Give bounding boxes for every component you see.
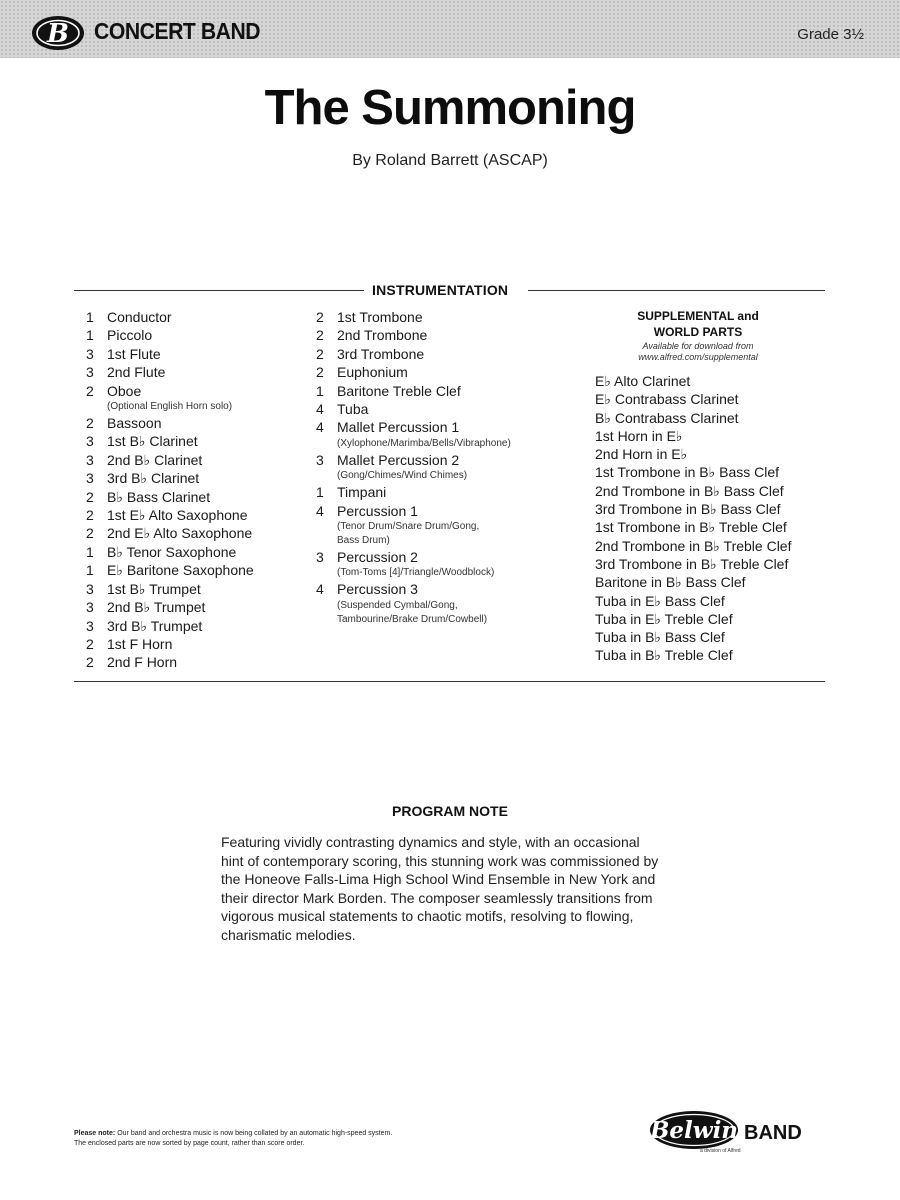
- composer-credit: By Roland Barrett (ASCAP): [352, 152, 548, 169]
- instrument-row: [86, 617, 306, 635]
- supplemental-item: Tuba in E♭ Treble Clef: [595, 610, 733, 627]
- supplemental-heading-line: WORLD PARTS: [653, 325, 743, 339]
- instrument-row: [316, 502, 566, 520]
- program-note-line: hint of contemporary scoring, this stunning work was commissioned by: [221, 852, 659, 869]
- supplemental-item: E♭ Alto Clarinet: [595, 373, 691, 389]
- supplemental-item: 2nd Trombone in B♭ Treble Clef: [595, 537, 792, 554]
- instrument-qty: 4: [316, 419, 324, 436]
- publisher-brand: Belwin: [649, 1117, 739, 1144]
- instrument-name: Piccolo: [107, 327, 153, 344]
- instrument-note: (Optional English Horn solo): [107, 401, 233, 413]
- instrument-name: Percussion 1: [337, 502, 418, 519]
- instrument-name: 1st B♭ Trumpet: [107, 580, 201, 597]
- supplemental-list: [595, 372, 810, 665]
- instrument-qty: 3: [86, 433, 94, 450]
- instrument-name: E♭ Baritone Saxophone: [107, 562, 254, 579]
- instrumentation-bottom-rule: [74, 681, 825, 682]
- program-note-line: Featuring vividly contrasting dynamics and style, with an occasional: [221, 834, 640, 850]
- instrument-name: Percussion 2: [337, 549, 418, 566]
- instrument-qty: 2: [316, 309, 324, 325]
- instrument-row: [316, 580, 566, 598]
- instrument-row: [86, 469, 306, 487]
- publisher-tagline: a division of Alfred: [700, 1148, 741, 1154]
- collation-notice: [74, 1129, 534, 1149]
- instrument-name: 1st Trombone: [337, 309, 423, 325]
- instrument-row: [316, 326, 566, 344]
- instrument-qty: 3: [86, 580, 94, 597]
- supplemental-heading: [613, 308, 783, 340]
- instrument-qty: 4: [316, 581, 324, 598]
- program-note-line: charismatic melodies.: [221, 926, 356, 943]
- piece-title: The Summoning: [264, 81, 636, 135]
- instrument-note: (Xylophone/Marimba/Bells/Vibraphone): [337, 437, 511, 449]
- instrument-note: Tambourine/Brake Drum/Cowbell): [337, 613, 488, 625]
- instrument-row: [86, 345, 306, 363]
- instrument-row: [316, 308, 566, 326]
- instrument-name: B♭ Bass Clarinet: [107, 488, 211, 505]
- notice-line: Our band and orchestra music is now being collated by an automatic high-speed system.: [117, 1130, 393, 1137]
- supplemental-item: 3rd Trombone in B♭ Bass Clef: [595, 501, 781, 518]
- instrument-list-column-2: [316, 308, 566, 627]
- instrument-row: [86, 308, 306, 326]
- instrument-row: [86, 488, 306, 506]
- instrument-qty: 4: [316, 502, 324, 519]
- instrument-qty: 3: [86, 345, 94, 362]
- instrument-name: Oboe: [107, 382, 142, 399]
- instrument-qty: 2: [86, 635, 94, 652]
- instrument-qty: 3: [86, 451, 94, 468]
- supplemental-heading-line: SUPPLEMENTAL and: [637, 309, 759, 323]
- instrument-row: [316, 400, 566, 418]
- supplemental-item: 1st Horn in E♭: [595, 427, 683, 444]
- instrument-row: [316, 548, 566, 566]
- supplemental-item: Tuba in B♭ Bass Clef: [595, 629, 725, 646]
- supplemental-parts: [595, 308, 810, 665]
- instrument-qty: 2: [316, 364, 324, 381]
- instrument-name: 1st F Horn: [107, 635, 173, 652]
- program-note-heading: PROGRAM NOTE: [392, 803, 508, 819]
- instrument-name: 2nd Flute: [107, 364, 166, 381]
- instrument-row: [86, 524, 306, 542]
- instrument-qty: 2: [86, 654, 94, 671]
- instrument-qty: 2: [86, 525, 94, 542]
- instrument-qty: 1: [316, 484, 324, 501]
- instrument-name: Timpani: [337, 484, 387, 501]
- instrument-row: [86, 635, 306, 653]
- instrument-row: [316, 345, 566, 363]
- instrument-name: Percussion 3: [337, 581, 418, 598]
- instrument-row: [86, 543, 306, 561]
- instrument-name: 2nd B♭ Trumpet: [107, 599, 206, 616]
- instrument-name: Mallet Percussion 1: [337, 419, 460, 436]
- instrument-qty: 1: [86, 543, 94, 560]
- series-title: CONCERT BAND: [94, 18, 261, 44]
- instrument-qty: 2: [316, 345, 324, 362]
- instrument-row: [86, 580, 306, 598]
- instrument-qty: 4: [316, 401, 324, 418]
- instrument-row: [316, 451, 566, 469]
- instrument-qty: 1: [86, 562, 94, 579]
- instrument-name: 1st B♭ Clarinet: [107, 433, 198, 450]
- supplemental-item: Tuba in B♭ Treble Clef: [595, 647, 733, 664]
- instrumentation-heading: INSTRUMENTATION: [372, 282, 509, 298]
- header-band: [0, 0, 900, 58]
- supplemental-item: 2nd Trombone in B♭ Bass Clef: [595, 482, 784, 499]
- notice-label: Please note:: [74, 1130, 116, 1137]
- instrument-qty: 3: [86, 364, 94, 381]
- instrument-name: 2nd E♭ Alto Saxophone: [107, 525, 253, 542]
- instrument-name: Euphonium: [337, 364, 408, 381]
- instrument-row: [316, 418, 566, 436]
- instrument-row: [86, 561, 306, 579]
- instrument-name: 2nd B♭ Clarinet: [107, 451, 203, 468]
- instrument-qty: 1: [86, 327, 94, 344]
- instrument-qty: 3: [86, 599, 94, 616]
- instrument-row: [86, 432, 306, 450]
- instrument-qty: 2: [86, 507, 94, 524]
- instrumentation-rule-right: [528, 290, 825, 291]
- instrument-row: [86, 598, 306, 616]
- instrument-name: 1st Flute: [107, 345, 161, 362]
- instrument-row: [86, 414, 306, 432]
- instrument-name: 3rd B♭ Trumpet: [107, 617, 203, 634]
- instrument-qty: 3: [316, 549, 324, 566]
- belwin-band-logo-icon: [648, 1108, 838, 1154]
- instrument-qty: 2: [86, 488, 94, 505]
- program-note-line: vigorous musical statements to chaotic motifs, resolving to flowing,: [221, 908, 634, 924]
- supplemental-download-note: [613, 341, 783, 363]
- notice-line: The enclosed parts are now sorted by page count, rather than score order.: [74, 1140, 305, 1147]
- instrument-name: Mallet Percussion 2: [337, 451, 460, 468]
- instrument-note: (Gong/Chimes/Wind Chimes): [337, 470, 468, 482]
- svg-text:B: B: [47, 19, 69, 49]
- supplemental-note-line: Available for download from: [642, 341, 754, 351]
- supplemental-item: 1st Trombone in B♭ Bass Clef: [595, 464, 780, 481]
- instrumentation-rule-left: [74, 290, 364, 291]
- instrument-row: [86, 382, 306, 400]
- instrument-qty: 2: [86, 415, 94, 432]
- grade-level: Grade 3½: [797, 26, 864, 43]
- supplemental-item: 2nd Horn in E♭: [595, 446, 688, 463]
- supplemental-item: Baritone in B♭ Bass Clef: [595, 574, 746, 591]
- supplemental-item: 3rd Trombone in B♭ Treble Clef: [595, 555, 789, 572]
- instrument-qty: 2: [316, 327, 324, 344]
- program-note-body: [221, 833, 671, 944]
- instrument-note: (Tenor Drum/Snare Drum/Gong,: [337, 521, 480, 533]
- instrument-row: [316, 382, 566, 400]
- instrument-name: Conductor: [107, 309, 172, 325]
- instrument-name: B♭ Tenor Saxophone: [107, 543, 237, 560]
- instrument-name: 2nd Trombone: [337, 327, 428, 344]
- supplemental-item: 1st Trombone in B♭ Treble Clef: [595, 519, 787, 536]
- supplemental-url: www.alfred.com/supplemental: [638, 352, 758, 362]
- supplemental-item: Tuba in E♭ Bass Clef: [595, 592, 725, 609]
- supplemental-item: E♭ Contrabass Clarinet: [595, 391, 739, 408]
- instrument-list-column-1: [86, 308, 306, 672]
- instrument-note: (Suspended Cymbal/Gong,: [337, 599, 458, 611]
- instrument-name: Baritone Treble Clef: [337, 382, 461, 399]
- instrument-qty: 3: [86, 617, 94, 634]
- instrument-qty: 3: [86, 470, 94, 487]
- instrument-qty: 1: [86, 309, 94, 325]
- instrument-row: [316, 363, 566, 381]
- instrument-note: Bass Drum): [337, 535, 390, 547]
- belwin-b-logo-icon: [30, 13, 86, 53]
- instrument-name: 3rd B♭ Clarinet: [107, 470, 200, 487]
- instrument-qty: 3: [316, 451, 324, 468]
- instrument-name: Tuba: [337, 401, 369, 418]
- instrument-name: Bassoon: [107, 415, 162, 432]
- instrument-note: (Tom-Toms [4]/Triangle/Woodblock): [337, 567, 495, 579]
- instrument-name: 1st E♭ Alto Saxophone: [107, 507, 248, 524]
- program-note-line: the Honeove Falls-Lima High School Wind Ensemble in New York and: [221, 871, 656, 887]
- instrument-name: 2nd F Horn: [107, 654, 178, 671]
- instrument-row: [86, 363, 306, 381]
- program-note-line: their director Mark Borden. The composer seamlessly transitions from: [221, 889, 653, 906]
- instrument-row: [86, 653, 306, 671]
- instrument-row: [86, 506, 306, 524]
- publisher-suffix: BAND: [744, 1122, 802, 1144]
- instrument-row: [86, 451, 306, 469]
- instrument-qty: 1: [316, 382, 324, 399]
- supplemental-item: B♭ Contrabass Clarinet: [595, 409, 739, 426]
- instrument-qty: 2: [86, 382, 94, 399]
- instrument-name: 3rd Trombone: [337, 345, 425, 362]
- instrument-row: [316, 483, 566, 501]
- instrument-row: [86, 326, 306, 344]
